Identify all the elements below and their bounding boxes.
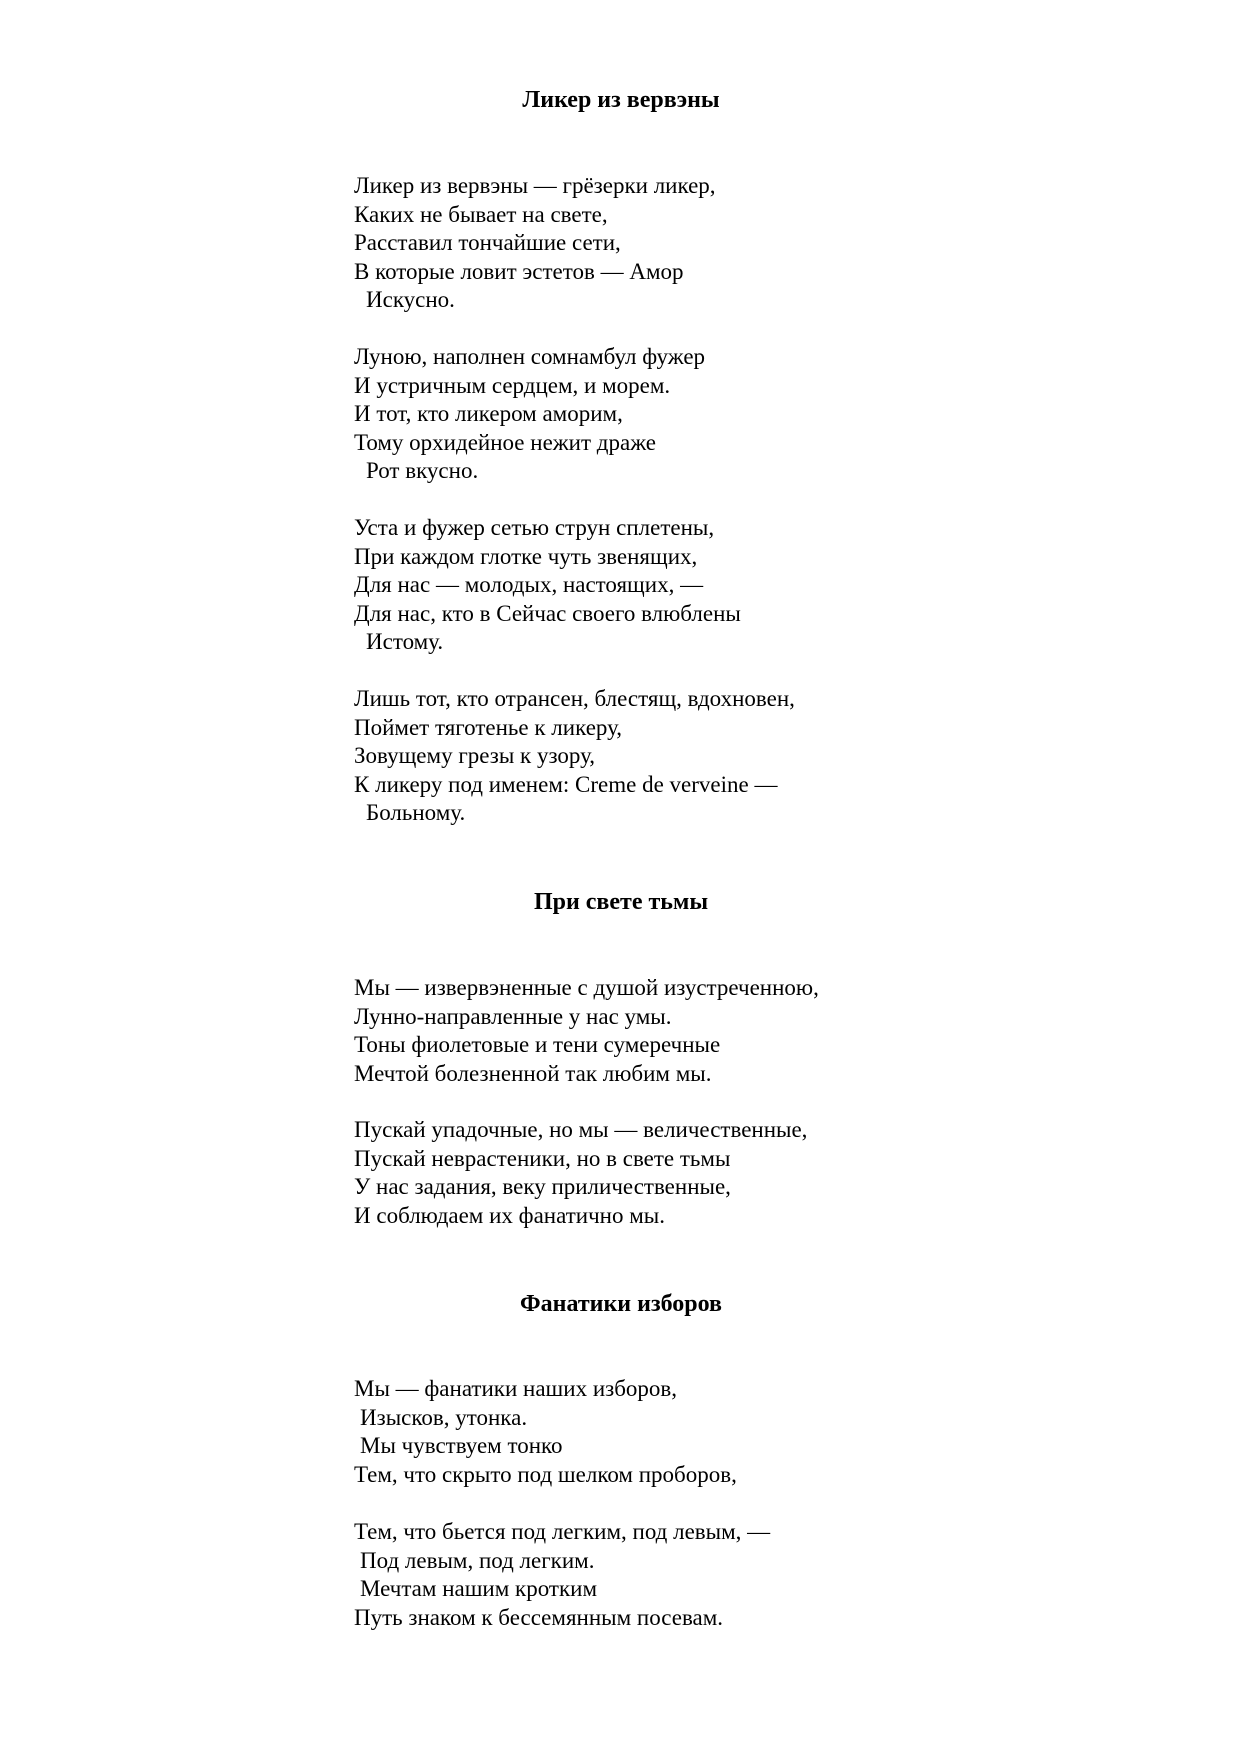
- verse-line: И устричным сердцем, и морем.: [354, 372, 671, 398]
- verse-line: У нас задания, веку приличественные,: [354, 1174, 731, 1199]
- stanza: [354, 1116, 807, 1230]
- verse-line: Пускай упадочные, но мы — величественные,: [354, 1117, 808, 1142]
- verse-line: Поймет тяготенье к ликеру,: [354, 714, 623, 740]
- verse-line: Мы чувствуем тонко: [360, 1433, 563, 1458]
- stanza: [354, 1375, 737, 1489]
- stanza: [354, 172, 716, 315]
- verse-line: Мечтам нашим кротким: [360, 1576, 597, 1601]
- verse-line: Каких не бывает на свете,: [354, 201, 608, 227]
- verse-line: Рот вкусно.: [366, 458, 479, 483]
- verse-line: Зовущему грезы к узору,: [354, 743, 596, 768]
- stanza: [354, 974, 819, 1088]
- verse-line: И соблюдаем их фанатично мы.: [354, 1202, 665, 1228]
- verse-line: Расставил тончайшие сети,: [354, 230, 621, 255]
- verse-line: Мы — фанатики наших изборов,: [354, 1376, 678, 1401]
- verse-line: В которые ловит эстетов — Амор: [354, 258, 684, 284]
- verse-line: Ликер из вервэны — грёзерки ликер,: [354, 173, 716, 198]
- verse-line: Лунно-направленные у нас умы.: [354, 1003, 672, 1029]
- poem-title: При свете тьмы: [533, 889, 709, 915]
- poem-title: Ликер из вервэны: [522, 87, 720, 113]
- stanza: [354, 514, 741, 657]
- verse-line: Искусно.: [366, 287, 455, 312]
- poem-title: Фанатики изборов: [520, 1291, 722, 1317]
- verse-line: Луною, наполнен сомнамбул фужер: [354, 344, 706, 369]
- stanza: [354, 685, 795, 828]
- verse-line: Изысков, утонка.: [360, 1404, 528, 1430]
- verse-line: Для нас, кто в Сейчас своего влюблены: [354, 600, 741, 626]
- verse-line: Лишь тот, кто отрансен, блестящ, вдохновен,: [354, 686, 795, 711]
- verse-line: Тем, что бьется под легким, под левым, —: [354, 1519, 771, 1544]
- verse-line: При каждом глотке чуть звенящих,: [354, 543, 698, 569]
- verse-line: Истому.: [366, 629, 444, 654]
- verse-line: Мечтой болезненной так любим мы.: [354, 1060, 712, 1086]
- stanza: [354, 1518, 770, 1632]
- verse-line: Тоны фиолетовые и тени сумеречные: [354, 1032, 721, 1057]
- verse-line: Тому орхидейное нежит драже: [354, 429, 656, 455]
- verse-line: Уста и фужер сетью струн сплетены,: [354, 515, 715, 540]
- verse-line: Для нас — молодых, настоящих, —: [354, 572, 704, 597]
- verse-line: К ликеру под именем: Creme de verveine —: [354, 771, 778, 797]
- verse-line: Тем, что скрыто под шелком проборов,: [354, 1461, 737, 1487]
- verse-line: Пускай неврастеники, но в свете тьмы: [354, 1145, 731, 1171]
- verse-line: Больному.: [366, 800, 466, 825]
- verse-line: И тот, кто ликером аморим,: [354, 401, 623, 426]
- stanza: [354, 343, 705, 486]
- verse-line: Путь знаком к бессемянным посевам.: [354, 1604, 724, 1630]
- verse-line: Мы — извервэненные с душой изустреченною,: [354, 975, 819, 1000]
- verse-line: Под левым, под легким.: [360, 1547, 595, 1573]
